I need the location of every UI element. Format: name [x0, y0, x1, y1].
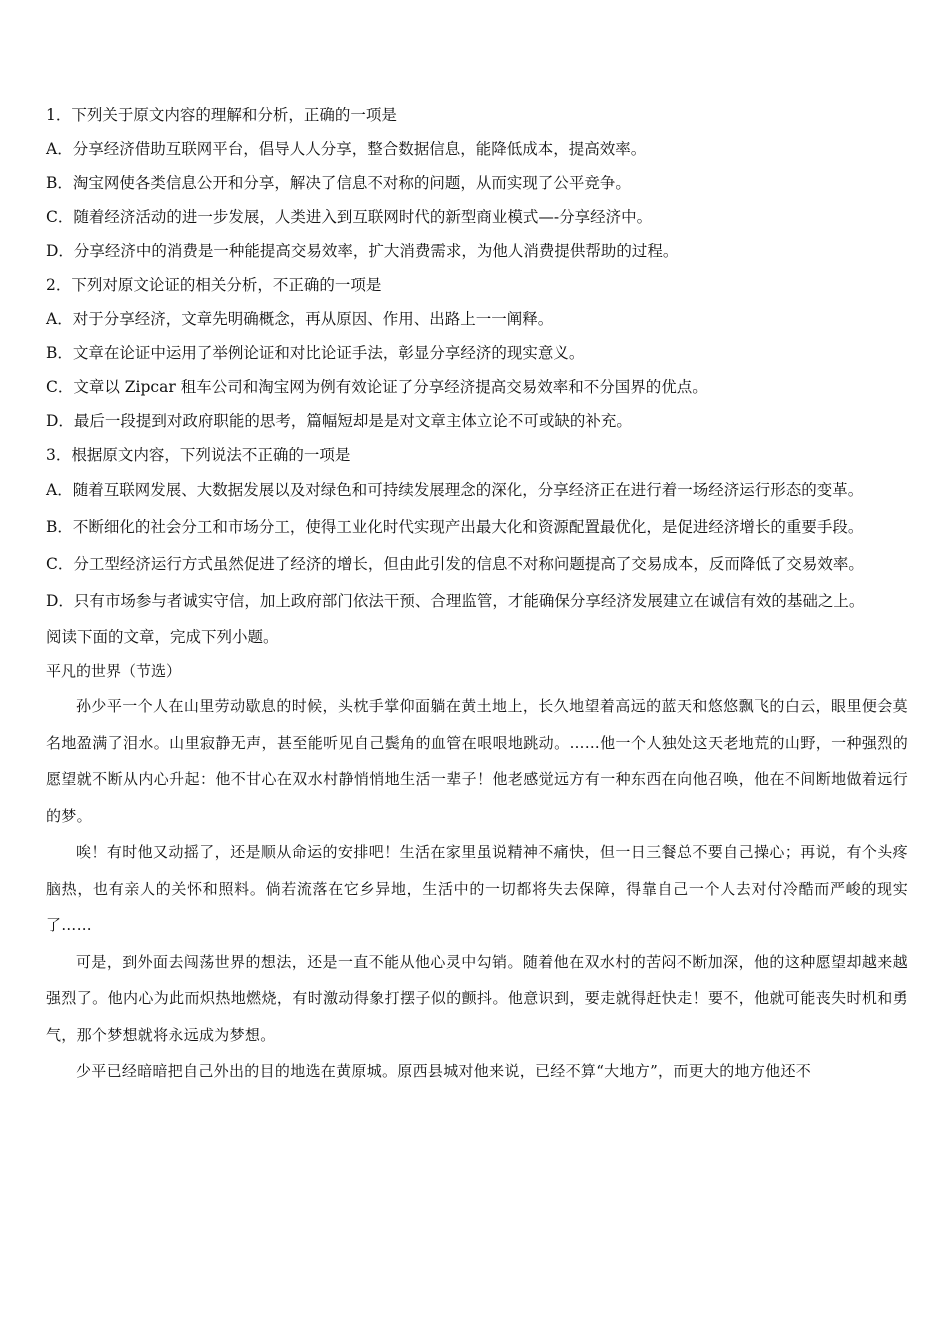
passage-title: 平凡的世界（节选） — [46, 662, 182, 680]
option-c: C．随着经济活动的进一步发展，人类进入到互联网时代的新型商业模式—-分享经济中。 — [46, 208, 653, 226]
question-3 — [46, 438, 908, 620]
question-stem: 1．下列关于原文内容的理解和分析，正确的一项是 — [46, 106, 397, 124]
option-a: A．分享经济借助互联网平台，倡导人人分享，整合数据信息，能降低成本，提高效率。 — [46, 140, 647, 158]
option-b: B．文章在论证中运用了举例论证和对比论证手法，彰显分享经济的现实意义。 — [46, 344, 585, 362]
option-d: D．分享经济中的消费是一种能提高交易效率，扩大消费需求，为他人消费提供帮助的过程。 — [46, 242, 679, 260]
option-d: D．最后一段提到对政府职能的思考，篇幅短却是是对文章主体立论不可或缺的补充。 — [46, 412, 632, 430]
option-b: B．淘宝网使各类信息公开和分享，解决了信息不对称的问题，从而实现了公平竞争。 — [46, 174, 631, 192]
document-page — [46, 98, 908, 1090]
option-a: A．随着互联网发展、大数据发展以及对绿色和可持续发展理念的深化，分享经济正在进行着一场经济运行形态的变革。 — [46, 481, 864, 499]
question-1 — [46, 98, 908, 268]
option-b: B．不断细化的社会分工和市场分工，使得工业化时代实现产出最大化和资源配置最优化，是促进经济增长的重要手段。 — [46, 518, 864, 536]
passage — [46, 654, 908, 1090]
option-a: A．对于分享经济，文章先明确概念，再从原因、作用、出路上一一阐释。 — [46, 310, 554, 328]
reading-instruction: 阅读下面的文章，完成下列小题。 — [46, 628, 279, 646]
passage-paragraph: 可是，到外面去闯荡世界的想法，还是一直不能从他心灵中勾销。随着他在双水村的苦闷不断加深，他的这种愿望却越来越强烈了。他内心为此而炽热地燃烧，有时激动得象打摆子似的颤抖。他意识到，要走就得赶快走！要不，他就可能丧失时机和勇气，那个梦想就将永远成为梦想。 — [46, 952, 908, 1044]
question-stem: 2．下列对原文论证的相关分析，不正确的一项是 — [46, 276, 382, 294]
question-stem: 3．根据原文内容，下列说法不正确的一项是 — [46, 446, 351, 464]
passage-paragraph: 少平已经暗暗把自己外出的目的地选在黄原城。原西县城对他来说，已经不算“大地方”，而更大的地方他还不 — [76, 1062, 812, 1080]
passage-paragraph: 孙少平一个人在山里劳动歇息的时候，头枕手掌仰面躺在黄土地上，长久地望着高远的蓝天和悠悠飘飞的白云，眼里便会莫名地盈满了泪水。山里寂静无声，甚至能听见自己鬓角的血管在哏哏地跳动。……他一个人独处这天老地荒的山野，一种强烈的愿望就不断从内心升起：他不甘心在双水村静悄悄地生活一辈子！他老感觉远方有一种东西在向他召唤，他在不间断地做着远行的梦。 — [46, 697, 908, 825]
passage-paragraph: 唉！有时他又动摇了，还是顺从命运的安排吧！生活在家里虽说精神不痛快，但一日三餐总不要自己操心；再说，有个头疼脑热，也有亲人的关怀和照料。倘若流落在它乡异地，生活中的一切都将失去保障，得靠自己一个人去对付冷酷而严峻的现实了…… — [46, 843, 908, 934]
option-d: D．只有市场参与者诚实守信，加上政府部门依法干预、合理监管，才能确保分享经济发展建立在诚信有效的基础之上。 — [46, 592, 865, 610]
option-c: C．分工型经济运行方式虽然促进了经济的增长，但由此引发的信息不对称问题提高了交易成本，反而降低了交易效率。 — [46, 555, 864, 573]
question-2 — [46, 268, 908, 438]
option-c: C．文章以 Zipcar 租车公司和淘宝网为例有效论证了分享经济提高交易效率和不分国界的优点。 — [46, 378, 708, 396]
